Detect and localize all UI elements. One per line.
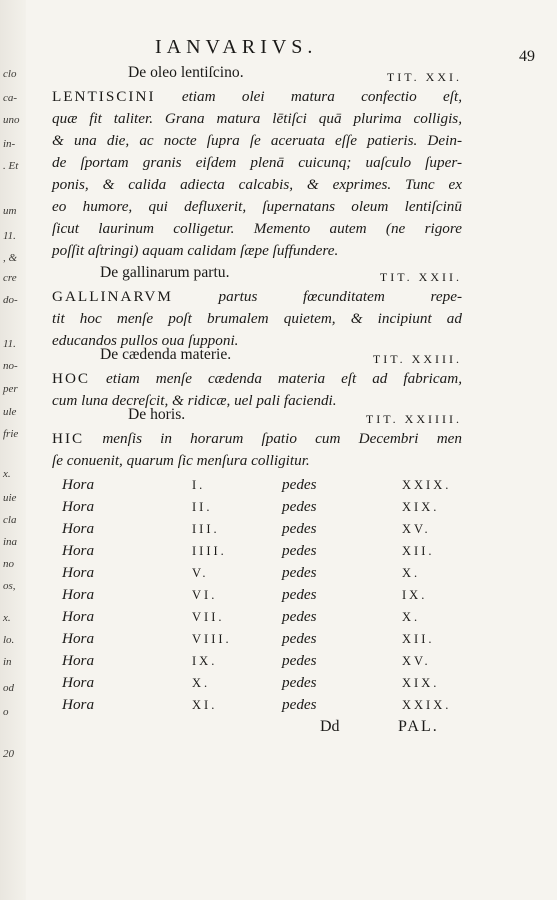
text-line: [52, 198, 462, 216]
text-line: [52, 392, 462, 410]
hour-label: Hora: [62, 652, 95, 669]
unit: pedes: [282, 696, 317, 713]
text-line: [52, 310, 462, 328]
margin-note: in: [3, 656, 12, 668]
unit: pedes: [282, 476, 317, 493]
measure-value: XII.: [402, 632, 435, 646]
text-line: [52, 110, 462, 128]
table-row: [52, 630, 462, 652]
initial-caps: LENTISCINI: [52, 88, 156, 105]
unit: pedes: [282, 498, 317, 515]
margin-note: um: [3, 205, 17, 217]
text-line: [52, 370, 462, 388]
table-row: [52, 542, 462, 564]
margin-note: uno: [3, 114, 20, 126]
table-row: [52, 476, 462, 498]
margin-note: ina: [3, 536, 18, 548]
text-line: [52, 430, 462, 448]
signature-mark: Dd: [320, 718, 340, 735]
hour-number: IX.: [192, 654, 218, 668]
measure-value: XII.: [402, 544, 435, 558]
margin-note: per: [3, 383, 18, 395]
text-line-body: partus fœcunditatem repe-: [218, 288, 463, 305]
margin-note: x.: [3, 468, 11, 480]
margin-note: lo.: [3, 634, 15, 646]
margin-note: do-: [3, 294, 18, 306]
measure-value: XIX.: [402, 676, 440, 690]
margin-note: no: [3, 558, 14, 570]
measure-value: XV.: [402, 654, 431, 668]
unit: pedes: [282, 520, 317, 537]
unit: pedes: [282, 542, 317, 559]
hour-label: Hora: [62, 520, 95, 537]
text-line-body: quæ fit taliter. Grana matura lētiſci quā plurima colligis,: [52, 110, 462, 127]
text-line: [52, 288, 462, 306]
hour-label: Hora: [62, 630, 95, 647]
table-row: [52, 520, 462, 542]
text-line: [52, 452, 462, 470]
table-row: [52, 652, 462, 674]
margin-note: , &: [3, 252, 18, 264]
hour-label: Hora: [62, 542, 95, 559]
measure-value: XXIX.: [402, 698, 452, 712]
hour-label: Hora: [62, 498, 95, 515]
measure-value: X.: [402, 566, 421, 580]
margin-note: 20: [3, 748, 14, 760]
section-number: TIT. XXIII.: [372, 352, 462, 366]
text-line-body: etiam olei matura confectio eſt,: [181, 88, 463, 105]
hour-number: II.: [192, 500, 213, 514]
hour-label: Hora: [62, 476, 95, 493]
margin-note: . Et: [3, 160, 19, 172]
hour-label: Hora: [62, 674, 95, 691]
unit: pedes: [282, 608, 317, 625]
hour-number: VII.: [192, 610, 225, 624]
measure-value: IX.: [402, 588, 428, 602]
section-number: TIT. XXI.: [386, 70, 462, 84]
measure-value: XV.: [402, 522, 431, 536]
margin-note: o: [3, 706, 9, 718]
text-line: [52, 242, 462, 260]
margin-note: 11.: [3, 338, 16, 350]
initial-caps: HOC: [52, 370, 91, 387]
table-row: [52, 586, 462, 608]
page-number: 49: [519, 48, 535, 65]
hour-label: Hora: [62, 564, 95, 581]
hour-label: Hora: [62, 586, 95, 603]
text-line-body: de ſportam granis eiſdem plenā cuicunq; uaſculo ſuper-: [52, 154, 462, 171]
catchword: PAL.: [398, 718, 439, 735]
text-line-body: ponis, & calida adiecta calcabis, & exprimes. Tunc ex: [52, 176, 462, 193]
section-number: TIT. XXII.: [379, 270, 462, 284]
measure-value: XIX.: [402, 500, 440, 514]
margin-note: 11.: [3, 230, 16, 242]
measure-value: XXIX.: [402, 478, 452, 492]
margin-note: od: [3, 682, 14, 694]
margin-note: cla: [3, 514, 17, 526]
table-row: [52, 674, 462, 696]
unit: pedes: [282, 630, 317, 647]
section-heading: De cædenda materie.: [100, 346, 232, 363]
text-line-body: cum luna decreſcit, & ridicæ, uel pali faciendi.: [52, 392, 337, 409]
text-line: [52, 88, 462, 106]
facing-page-edge: [0, 0, 26, 900]
table-row: [52, 564, 462, 586]
text-line: [52, 154, 462, 172]
running-head: IANVARIVS.: [155, 36, 318, 58]
margin-note: ule: [3, 406, 17, 418]
text-line-body: etiam menſe cædenda materia eſt ad fabricam,: [106, 370, 462, 387]
text-line-body: & una die, ac nocte ſupra ſe aceruata eſſe patieris. Dein-: [52, 132, 462, 149]
section-number: TIT. XXIIII.: [365, 412, 462, 426]
measure-value: X.: [402, 610, 421, 624]
margin-note: ca-: [3, 92, 18, 104]
text-line: [52, 132, 462, 150]
margin-note: os,: [3, 580, 16, 592]
hour-number: IIII.: [192, 544, 227, 558]
text-line-body: educandos pullos oua ſupponi.: [52, 332, 239, 349]
margin-note: cre: [3, 272, 17, 284]
hour-number: III.: [192, 522, 220, 536]
initial-caps: HIC: [52, 430, 85, 447]
hour-label: Hora: [62, 696, 95, 713]
unit: pedes: [282, 564, 317, 581]
unit: pedes: [282, 652, 317, 669]
table-row: [52, 608, 462, 630]
margin-note: clo: [3, 68, 17, 80]
table-row: [52, 498, 462, 520]
section-heading: De oleo lentiſcino.: [128, 64, 244, 81]
margin-note: frie: [3, 428, 19, 440]
hour-number: XI.: [192, 698, 218, 712]
table-row: [52, 696, 462, 718]
hour-number: V.: [192, 566, 209, 580]
unit: pedes: [282, 674, 317, 691]
hour-number: I.: [192, 478, 206, 492]
text-line-body: menſis in horarum ſpatio cum Decembri men: [102, 430, 462, 447]
text-line-body: poſſit aſtringi) aquam calidam ſæpe ſuffundere.: [52, 242, 339, 259]
text-line-body: ſicut laurinum colligetur. Memento autem (ne rigore: [52, 220, 462, 237]
section-heading: De gallinarum partu.: [100, 264, 230, 281]
margin-note: no-: [3, 360, 18, 372]
section-heading: De horis.: [128, 406, 186, 423]
text-line: [52, 176, 462, 194]
text-line: [52, 220, 462, 238]
margin-note: x.: [3, 612, 11, 624]
text-line-body: ſe conuenit, quarum ſic menſura colligitur.: [52, 452, 310, 469]
initial-caps: GALLINARVM: [52, 288, 173, 305]
hour-label: Hora: [62, 608, 95, 625]
unit: pedes: [282, 586, 317, 603]
margin-note: in-: [3, 138, 16, 150]
hour-number: X.: [192, 676, 211, 690]
text-line-body: eo humore, qui defluxerit, ſupernatans oleum lentiſcinū: [52, 198, 462, 215]
margin-note: uie: [3, 492, 17, 504]
text-line-body: tit hoc menſe poſt brumalem quietem, & incipiunt ad: [52, 310, 462, 327]
hour-number: VI.: [192, 588, 218, 602]
hour-number: VIII.: [192, 632, 232, 646]
